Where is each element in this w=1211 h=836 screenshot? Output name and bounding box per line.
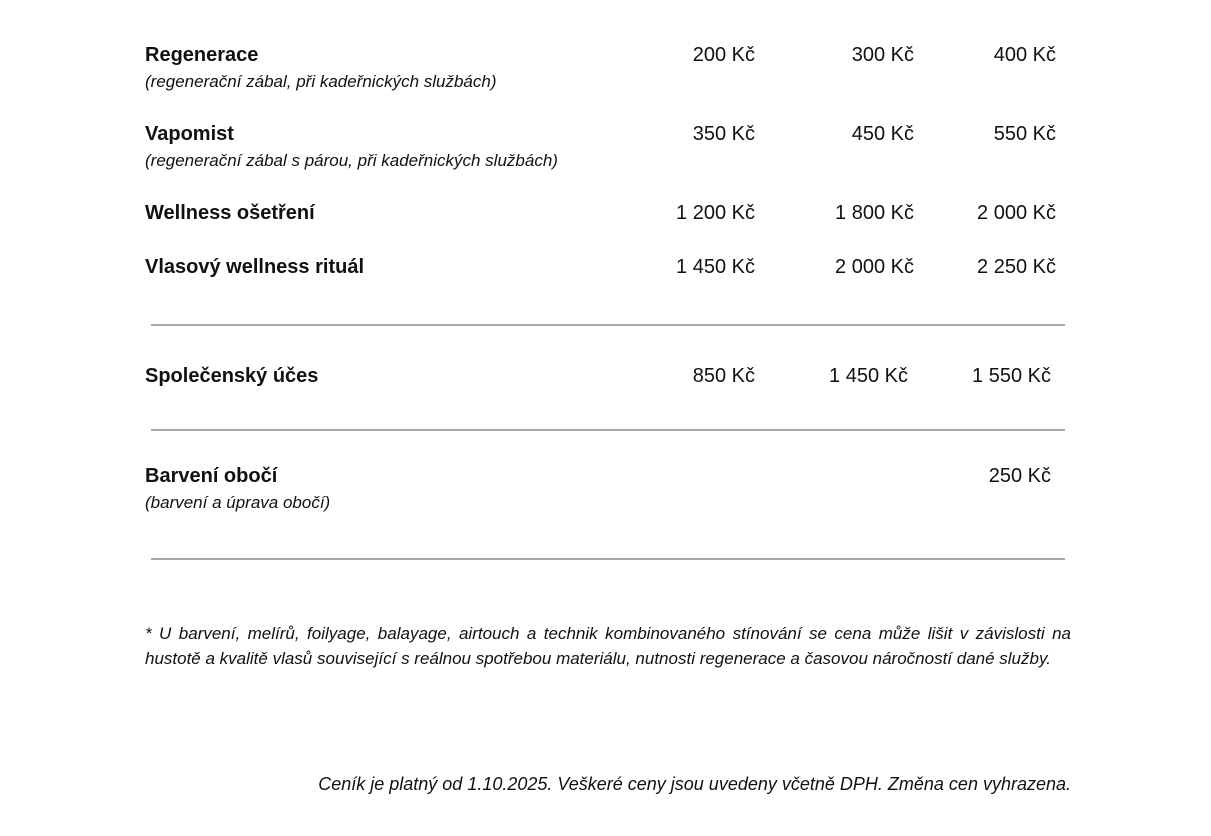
service-name: Wellness ošetření (145, 202, 315, 224)
price-tier-3: 400 Kč (993, 44, 1056, 66)
service-name: Vlasový wellness rituál (145, 256, 364, 278)
price-tier-1: 850 Kč (692, 365, 755, 387)
price-tier-1: 1 450 Kč (676, 256, 755, 278)
service-name: Společenský účes (145, 365, 319, 387)
price-single: 250 Kč (988, 465, 1051, 487)
validity-note: Ceník je platný od 1.10.2025. Veškeré ceny jsou uvedeny včetně DPH. Změna cen vyhrazena. (318, 774, 1071, 794)
service-name: Barvení obočí (145, 465, 278, 487)
price-tier-2: 450 Kč (851, 123, 914, 145)
price-tier-1: 350 Kč (692, 123, 755, 145)
price-tier-3: 2 000 Kč (977, 202, 1056, 224)
section-divider (151, 429, 1065, 431)
service-description: (regenerační zábal s párou, při kadeřnických službách) (145, 151, 558, 170)
footnote: * U barvení, melírů, foilyage, balayage, airtouch a technik kombinovaného stínování se cena může lišit v závislosti na hustotě a kvalitě vlasů související s reálnou spotřebou materiálu, nutnosti regenerace a časovou náročností dané služby. (145, 624, 1071, 668)
price-tier-2: 2 000 Kč (835, 256, 914, 278)
service-name: Vapomist (145, 123, 234, 145)
service-description: (barvení a úprava obočí) (145, 493, 331, 512)
service-name: Regenerace (145, 44, 259, 66)
price-tier-2: 1 450 Kč (829, 365, 908, 387)
service-description: (regenerační zábal, při kadeřnických službách) (145, 72, 497, 91)
price-tier-3: 1 550 Kč (972, 365, 1051, 387)
price-tier-1: 200 Kč (692, 44, 755, 66)
price-tier-1: 1 200 Kč (676, 202, 755, 224)
section-divider (151, 324, 1065, 326)
price-tier-3: 2 250 Kč (977, 256, 1056, 278)
price-tier-2: 1 800 Kč (835, 202, 914, 224)
price-tier-3: 550 Kč (993, 123, 1056, 145)
section-divider (151, 558, 1065, 560)
price-tier-2: 300 Kč (851, 44, 914, 66)
